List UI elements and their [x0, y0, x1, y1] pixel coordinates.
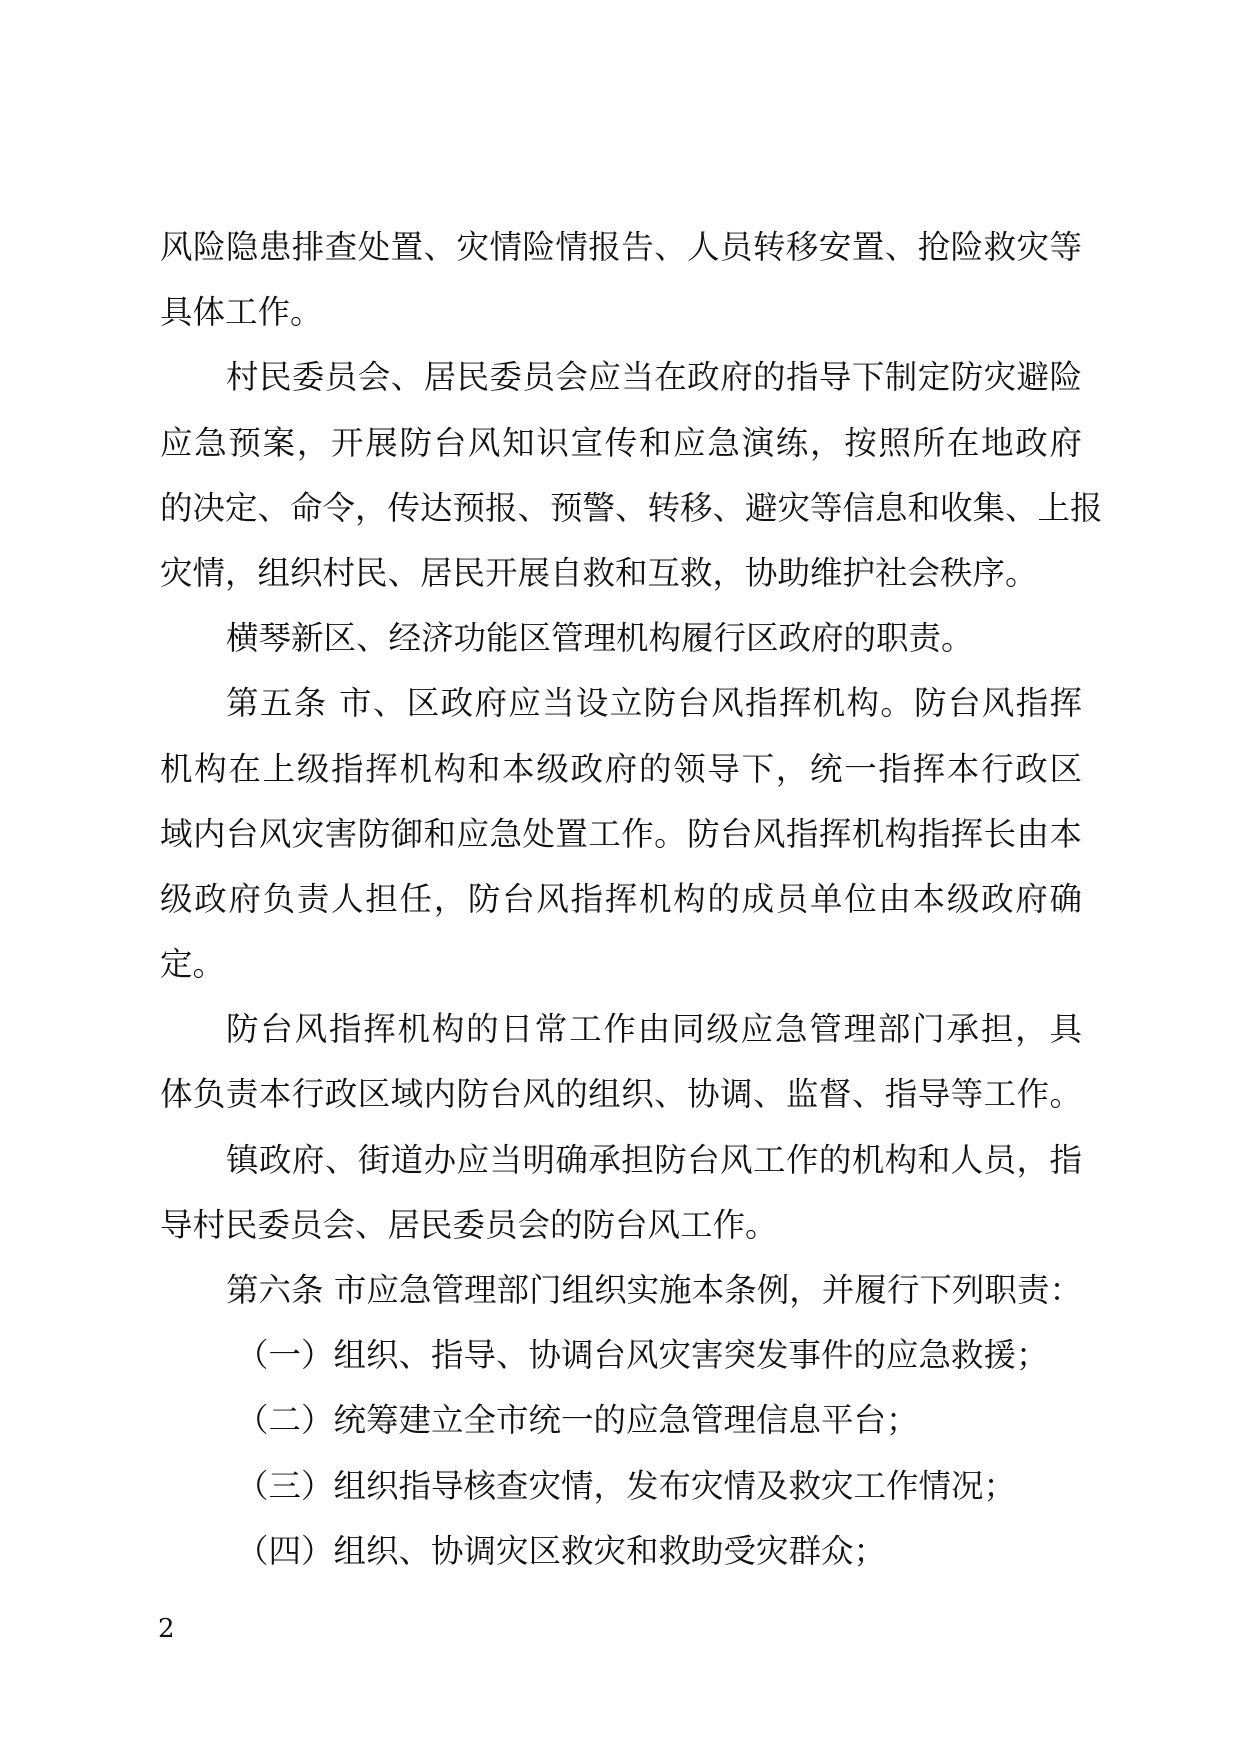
text-line: 具体工作。 — [160, 293, 323, 332]
list-item-line: （三）组织指导核查灾情，发布灾情及救灾工作情况； — [236, 1466, 1017, 1505]
text-line: 体负责本行政区域内防台风的组织、协调、监督、指导等工作。 — [160, 1075, 1082, 1114]
page-number: 2 — [158, 1614, 175, 1644]
text-line: 级政府负责人担任，防台风指挥机构的成员单位由本级政府确 — [160, 879, 1082, 918]
list-item-line: （二）统筹建立全市统一的应急管理信息平台； — [236, 1401, 919, 1440]
text-line: 机构在上级指挥机构和本级政府的领导下，统一指挥本行政区 — [160, 749, 1082, 788]
text-line: 第六条 市应急管理部门组织实施本条例，并履行下列职责： — [226, 1271, 1082, 1309]
text-line: 横琴新区、经济功能区管理机构履行区政府的职责。 — [226, 619, 974, 658]
text-line: 第五条 市、区政府应当设立防台风指挥机构。防台风指挥 — [226, 684, 1082, 723]
document-body — [160, 215, 1103, 1584]
text-line: 镇政府、街道办应当明确承担防台风工作的机构和人员，指 — [226, 1140, 1082, 1179]
text-line: 防台风指挥机构的日常工作由同级应急管理部门承担，具 — [226, 1010, 1082, 1049]
text-line: 村民委员会、居民委员会应当在政府的指导下制定防灾避险 — [226, 358, 1082, 397]
list-item-line: （四）组织、协调灾区救灾和救助受灾群众； — [236, 1531, 887, 1570]
text-line: 应急预案，开展防台风知识宣传和应急演练，按照所在地政府 — [160, 423, 1082, 462]
list-item-line: （一）组织、指导、协调台风灾害突发事件的应急救援； — [236, 1336, 1049, 1375]
text-line: 导村民委员会、居民委员会的防台风工作。 — [160, 1205, 778, 1244]
text-line: 风险隐患排查处置、灾情险情报告、人员转移安置、抢险救灾等 — [160, 228, 1082, 266]
text-line: 域内台风灾害防御和应急处置工作。防台风指挥机构指挥长由本 — [160, 814, 1082, 853]
text-line: 灾情，组织村民、居民开展自救和互救，协助维护社会秩序。 — [160, 553, 1038, 592]
text-line: 的决定、命令，传达预报、预警、转移、避灾等信息和收集、上报 — [160, 488, 1103, 527]
text-line: 定。 — [160, 945, 226, 984]
